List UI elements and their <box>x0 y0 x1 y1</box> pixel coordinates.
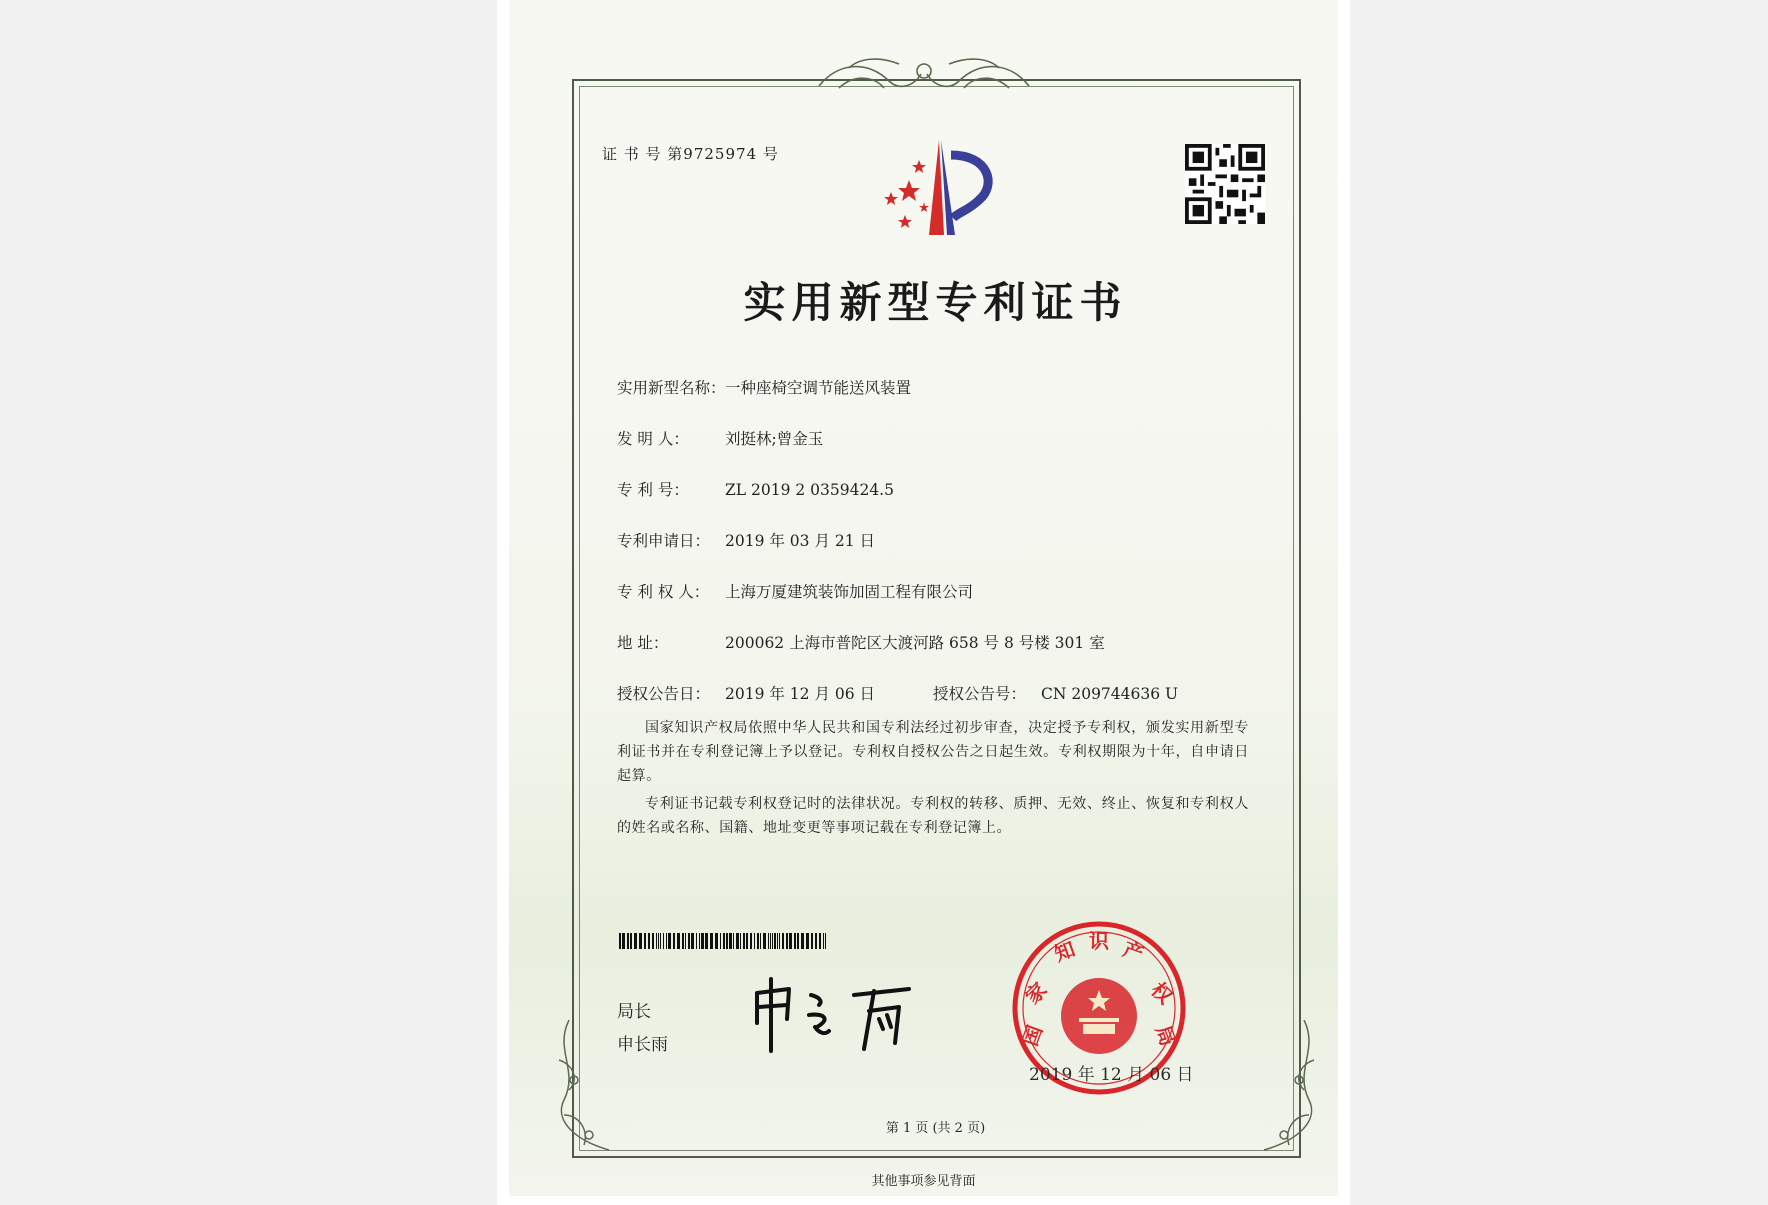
field-grant-date <box>617 682 875 704</box>
barcode-icon <box>619 933 829 949</box>
svg-text:识: 识 <box>1089 929 1109 953</box>
svg-text:局: 局 <box>1150 1022 1181 1050</box>
svg-text:国: 国 <box>1017 1022 1048 1050</box>
field-label: 授权公告号： <box>933 685 1027 703</box>
grant-statement-paragraph: 国家知识产权局依照中华人民共和国专利法经过初步审查，决定授予专利权，颁发实用新型专利证书并在专利登记簿上予以登记。专利权自授权公告之日起生效。专利权期限为十年，自申请日起算。 <box>617 720 1249 784</box>
top-ornament-icon <box>809 56 1039 101</box>
certificate-sheet <box>497 0 1350 1205</box>
field-value: ZL 2019 2 0359424.5 <box>725 481 894 499</box>
director-title: 局长 <box>617 1002 651 1022</box>
seal-date: 2019 年 12 月 06 日 <box>1029 1065 1194 1085</box>
svg-text:家: 家 <box>1020 977 1052 1009</box>
field-patent-number <box>617 478 894 500</box>
field-label: 专 利 号： <box>617 481 689 499</box>
certificate-paper <box>509 0 1338 1196</box>
page-number: 第 1 页 (共 2 页) <box>885 1121 986 1136</box>
field-label: 地 址： <box>617 634 669 652</box>
field-grant-number <box>933 682 1178 704</box>
svg-text:知: 知 <box>1051 936 1079 967</box>
footer-note: 其他事项参见背面 <box>871 1174 976 1189</box>
field-value: 200062 上海市普陀区大渡河路 658 号 8 号楼 301 室 <box>725 634 1105 652</box>
field-label: 专 利 权 人： <box>617 583 710 601</box>
certificate-title: 实用新型专利证书 <box>743 278 1128 327</box>
field-label: 专利申请日： <box>617 532 711 550</box>
field-value: CN 209744636 U <box>1041 685 1179 703</box>
svg-text:权: 权 <box>1146 977 1178 1009</box>
field-value: 2019 年 03 月 21 日 <box>725 532 876 550</box>
field-utility-model-name <box>617 376 911 398</box>
field-label: 授权公告日： <box>617 685 711 703</box>
director-name: 申长雨 <box>617 1035 668 1055</box>
field-value: 一种座椅空调节能送风装置 <box>725 379 912 397</box>
patent-office-logo-icon <box>869 140 999 240</box>
field-inventor <box>617 427 823 449</box>
svg-text:产: 产 <box>1119 936 1147 967</box>
field-label: 实用新型名称： <box>617 379 726 397</box>
field-value: 上海万厦建筑装饰加固工程有限公司 <box>725 583 974 601</box>
field-value: 2019 年 12 月 06 日 <box>725 685 876 703</box>
field-value: 刘挺林;曾金玉 <box>725 430 824 448</box>
certificate-number: 证 书 号 第9725974 号 <box>602 145 779 163</box>
qr-code-icon <box>1185 144 1265 224</box>
legal-status-paragraph: 专利证书记载专利权登记时的法律状况。专利权的转移、质押、无效、终止、恢复和专利权人的姓名或名称、国籍、地址变更等事项记载在专利登记簿上。 <box>617 796 1249 836</box>
field-application-date <box>617 529 875 551</box>
field-label: 发 明 人： <box>617 430 689 448</box>
corner-ornament-icon <box>1234 1020 1324 1160</box>
handwritten-signature <box>749 975 939 1055</box>
field-address <box>617 631 1105 653</box>
field-patentee <box>617 580 973 602</box>
